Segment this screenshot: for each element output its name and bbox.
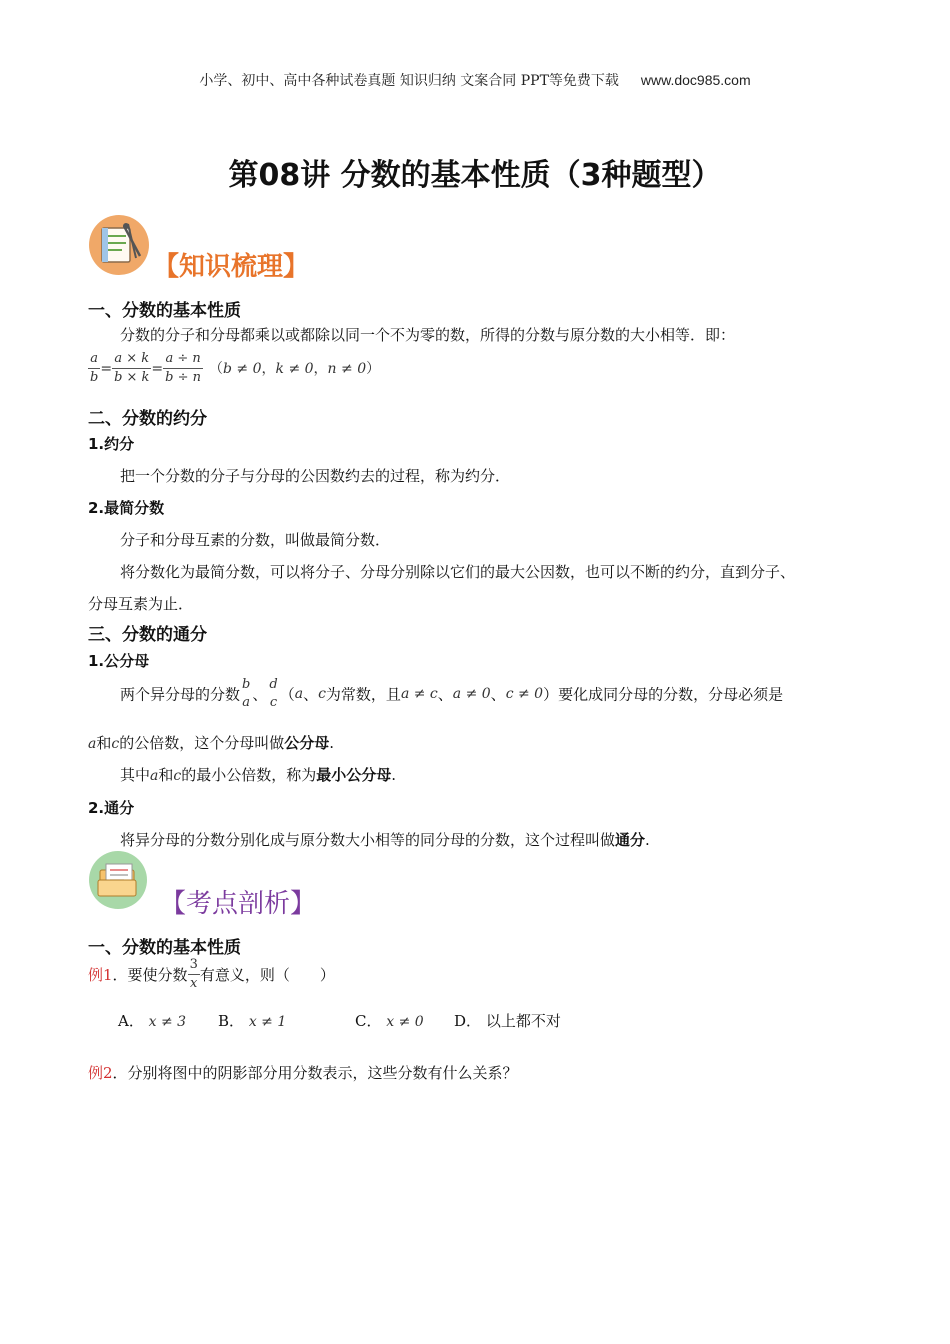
common-denominator-line2: a和c的公倍数，这个分母叫做公分母.	[88, 734, 335, 752]
example-1-option-c[interactable]: C． x ≠ 0	[355, 1012, 424, 1030]
header-site[interactable]: www.doc985.com	[640, 72, 751, 88]
fraction-d-over-c: d c	[269, 677, 278, 710]
example-1-option-b[interactable]: B． x ≠ 1	[218, 1012, 287, 1030]
heading-analysis-basic-property: 一、分数的基本性质	[88, 938, 241, 958]
page-header	[0, 70, 950, 90]
subheading-reduction: 1.约分	[88, 435, 135, 453]
page-title: 第08讲 分数的基本性质（3种题型）	[228, 158, 722, 193]
basic-property-formula: $\frac{a}{b}$ = $\frac{a \times k}{b \times k}$ = $\frac{a \div n}{b \div n}$ （b ≠ 0，k ≠ 0，n ≠ 0）	[90, 351, 381, 385]
fraction-a-over-b: $\frac{a}{b}$	[90, 351, 99, 385]
example-1-question: 例1．要使分数 $\frac{3}{x}$ 有意义，则（ ）	[88, 957, 335, 991]
example-1-label: 例1	[88, 966, 113, 984]
subheading-simplest-fraction: 2.最简分数	[88, 499, 165, 517]
fraction-3-over-x: $\frac{3}{x}$	[189, 957, 198, 991]
simplest-fraction-method-line2: 分母互素为止．	[88, 595, 194, 613]
simplest-fraction-text: 分子和分母互素的分数，叫做最简分数．	[120, 531, 391, 549]
section-heading-knowledge: 【知识梳理】	[153, 252, 310, 282]
common-denominator-line1: 两个异分母的分数 b a 、 d c （a、c为常数，且a ≠ c、a ≠ 0、c ≠ 0）要化成同分母的分数，分母必须是	[120, 677, 784, 710]
simplest-fraction-method-line1: 将分数化为最简分数，可以将分子、分母分别除以它们的最大公因数，也可以不断的约分，直到分子、	[120, 563, 796, 581]
header-text: 小学、初中、高中各种试卷真题 知识归纳 文案合同 PPT等免费下载	[199, 73, 619, 89]
basic-property-text: 分数的分子和分母都乘以或都除以同一个不为零的数，所得的分数与原分数的大小相等．即：	[120, 326, 736, 344]
fraction-b-over-a: b a	[242, 677, 251, 710]
heading-basic-property: 一、分数的基本性质	[88, 301, 241, 321]
example-2-label: 例2	[88, 1064, 113, 1082]
heading-common-denominator: 三、分数的通分	[88, 625, 207, 645]
example-1-option-a[interactable]: A． x ≠ 3	[118, 1012, 187, 1030]
common-denominator-process-text: 将异分母的分数分别化成与原分数大小相等的同分母的分数，这个过程叫做通分.	[120, 831, 650, 849]
subheading-common-denominator: 1.公分母	[88, 652, 150, 670]
folder-documents-icon	[88, 850, 148, 910]
example-1-option-d[interactable]: D． 以上都不对	[454, 1012, 561, 1030]
heading-reduction: 二、分数的约分	[88, 409, 207, 429]
reduction-text: 把一个分数的分子与分母的公因数约去的过程，称为约分．	[120, 467, 511, 485]
notebook-ruler-icon	[88, 214, 150, 276]
section-heading-analysis: 【考点剖析】	[160, 889, 317, 919]
fraction-ak-over-bk: $\frac{a \times k}{b \times k}$	[114, 351, 150, 385]
subheading-common-denominator-process: 2.通分	[88, 799, 135, 817]
example-2-question: 例2．分别将图中的阴影部分用分数表示，这些分数有什么关系？	[88, 1064, 518, 1082]
least-common-denominator-line: 其中a和c的最小公倍数，称为最小公分母.	[120, 766, 397, 784]
fraction-an-over-bn: $\frac{a \div n}{b \div n}$	[165, 351, 202, 385]
